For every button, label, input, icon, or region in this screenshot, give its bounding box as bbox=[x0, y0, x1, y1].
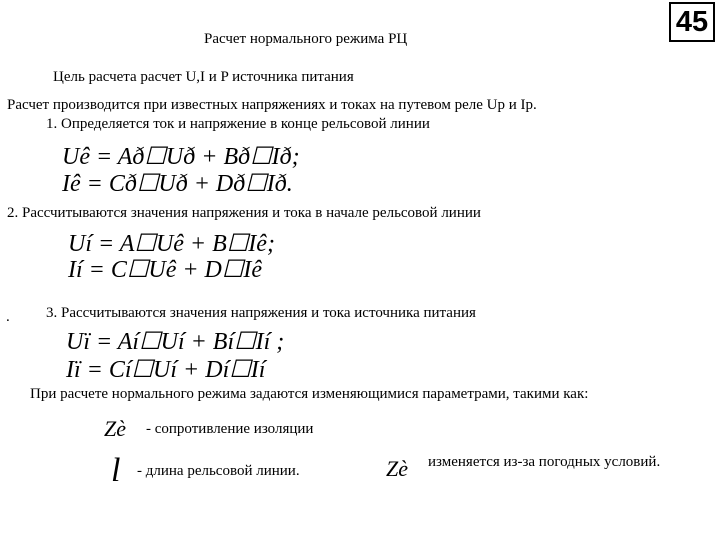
formula-3a: Uï = Aí☐Uí + Bí☐Ií ; bbox=[66, 329, 285, 355]
formula-3b: Iï = Cí☐Uí + Dí☐Ií bbox=[66, 357, 266, 383]
formula-2a: Uí = A☐Uê + B☐Iê; bbox=[68, 231, 275, 257]
z-symbol: Zè bbox=[104, 416, 126, 441]
goal-text: Цель расчета расчет U,I и P источника питания bbox=[53, 69, 354, 85]
step-1-text: 1. Определяется ток и напряжение в конце рельсовой линии bbox=[46, 116, 430, 132]
formula-1a: Uê = Að☐Uð + Bð☐Ið; bbox=[62, 144, 300, 170]
step-3-bullet: . bbox=[6, 309, 10, 325]
formula-2b: Ií = C☐Uê + D☐Iê bbox=[68, 257, 263, 283]
slide-number: 45 bbox=[669, 2, 715, 42]
z-description: - сопротивление изоляции bbox=[146, 421, 314, 437]
params-intro-text: При расчете нормального режима задаются изменяющимися параметрами, такими как: bbox=[30, 386, 589, 402]
intro-text: Расчет производится при известных напряжениях и токах на путевом реле Uр и Iр. bbox=[7, 97, 537, 113]
l-symbol: l bbox=[111, 452, 121, 489]
l-description: - длина рельсовой линии. bbox=[137, 463, 300, 479]
weather-note: изменяется из-за погодных условий. bbox=[428, 454, 661, 470]
step-3-text: 3. Рассчитываются значения напряжения и тока источника питания bbox=[46, 305, 476, 321]
formula-1b: Iê = Cð☐Uð + Dð☐Ið. bbox=[62, 171, 293, 197]
step-2-text: 2. Рассчитываются значения напряжения и тока в начале рельсовой линии bbox=[7, 205, 481, 221]
z-symbol-2: Zè bbox=[386, 456, 408, 481]
page-title: Расчет нормального режима РЦ bbox=[204, 31, 408, 47]
